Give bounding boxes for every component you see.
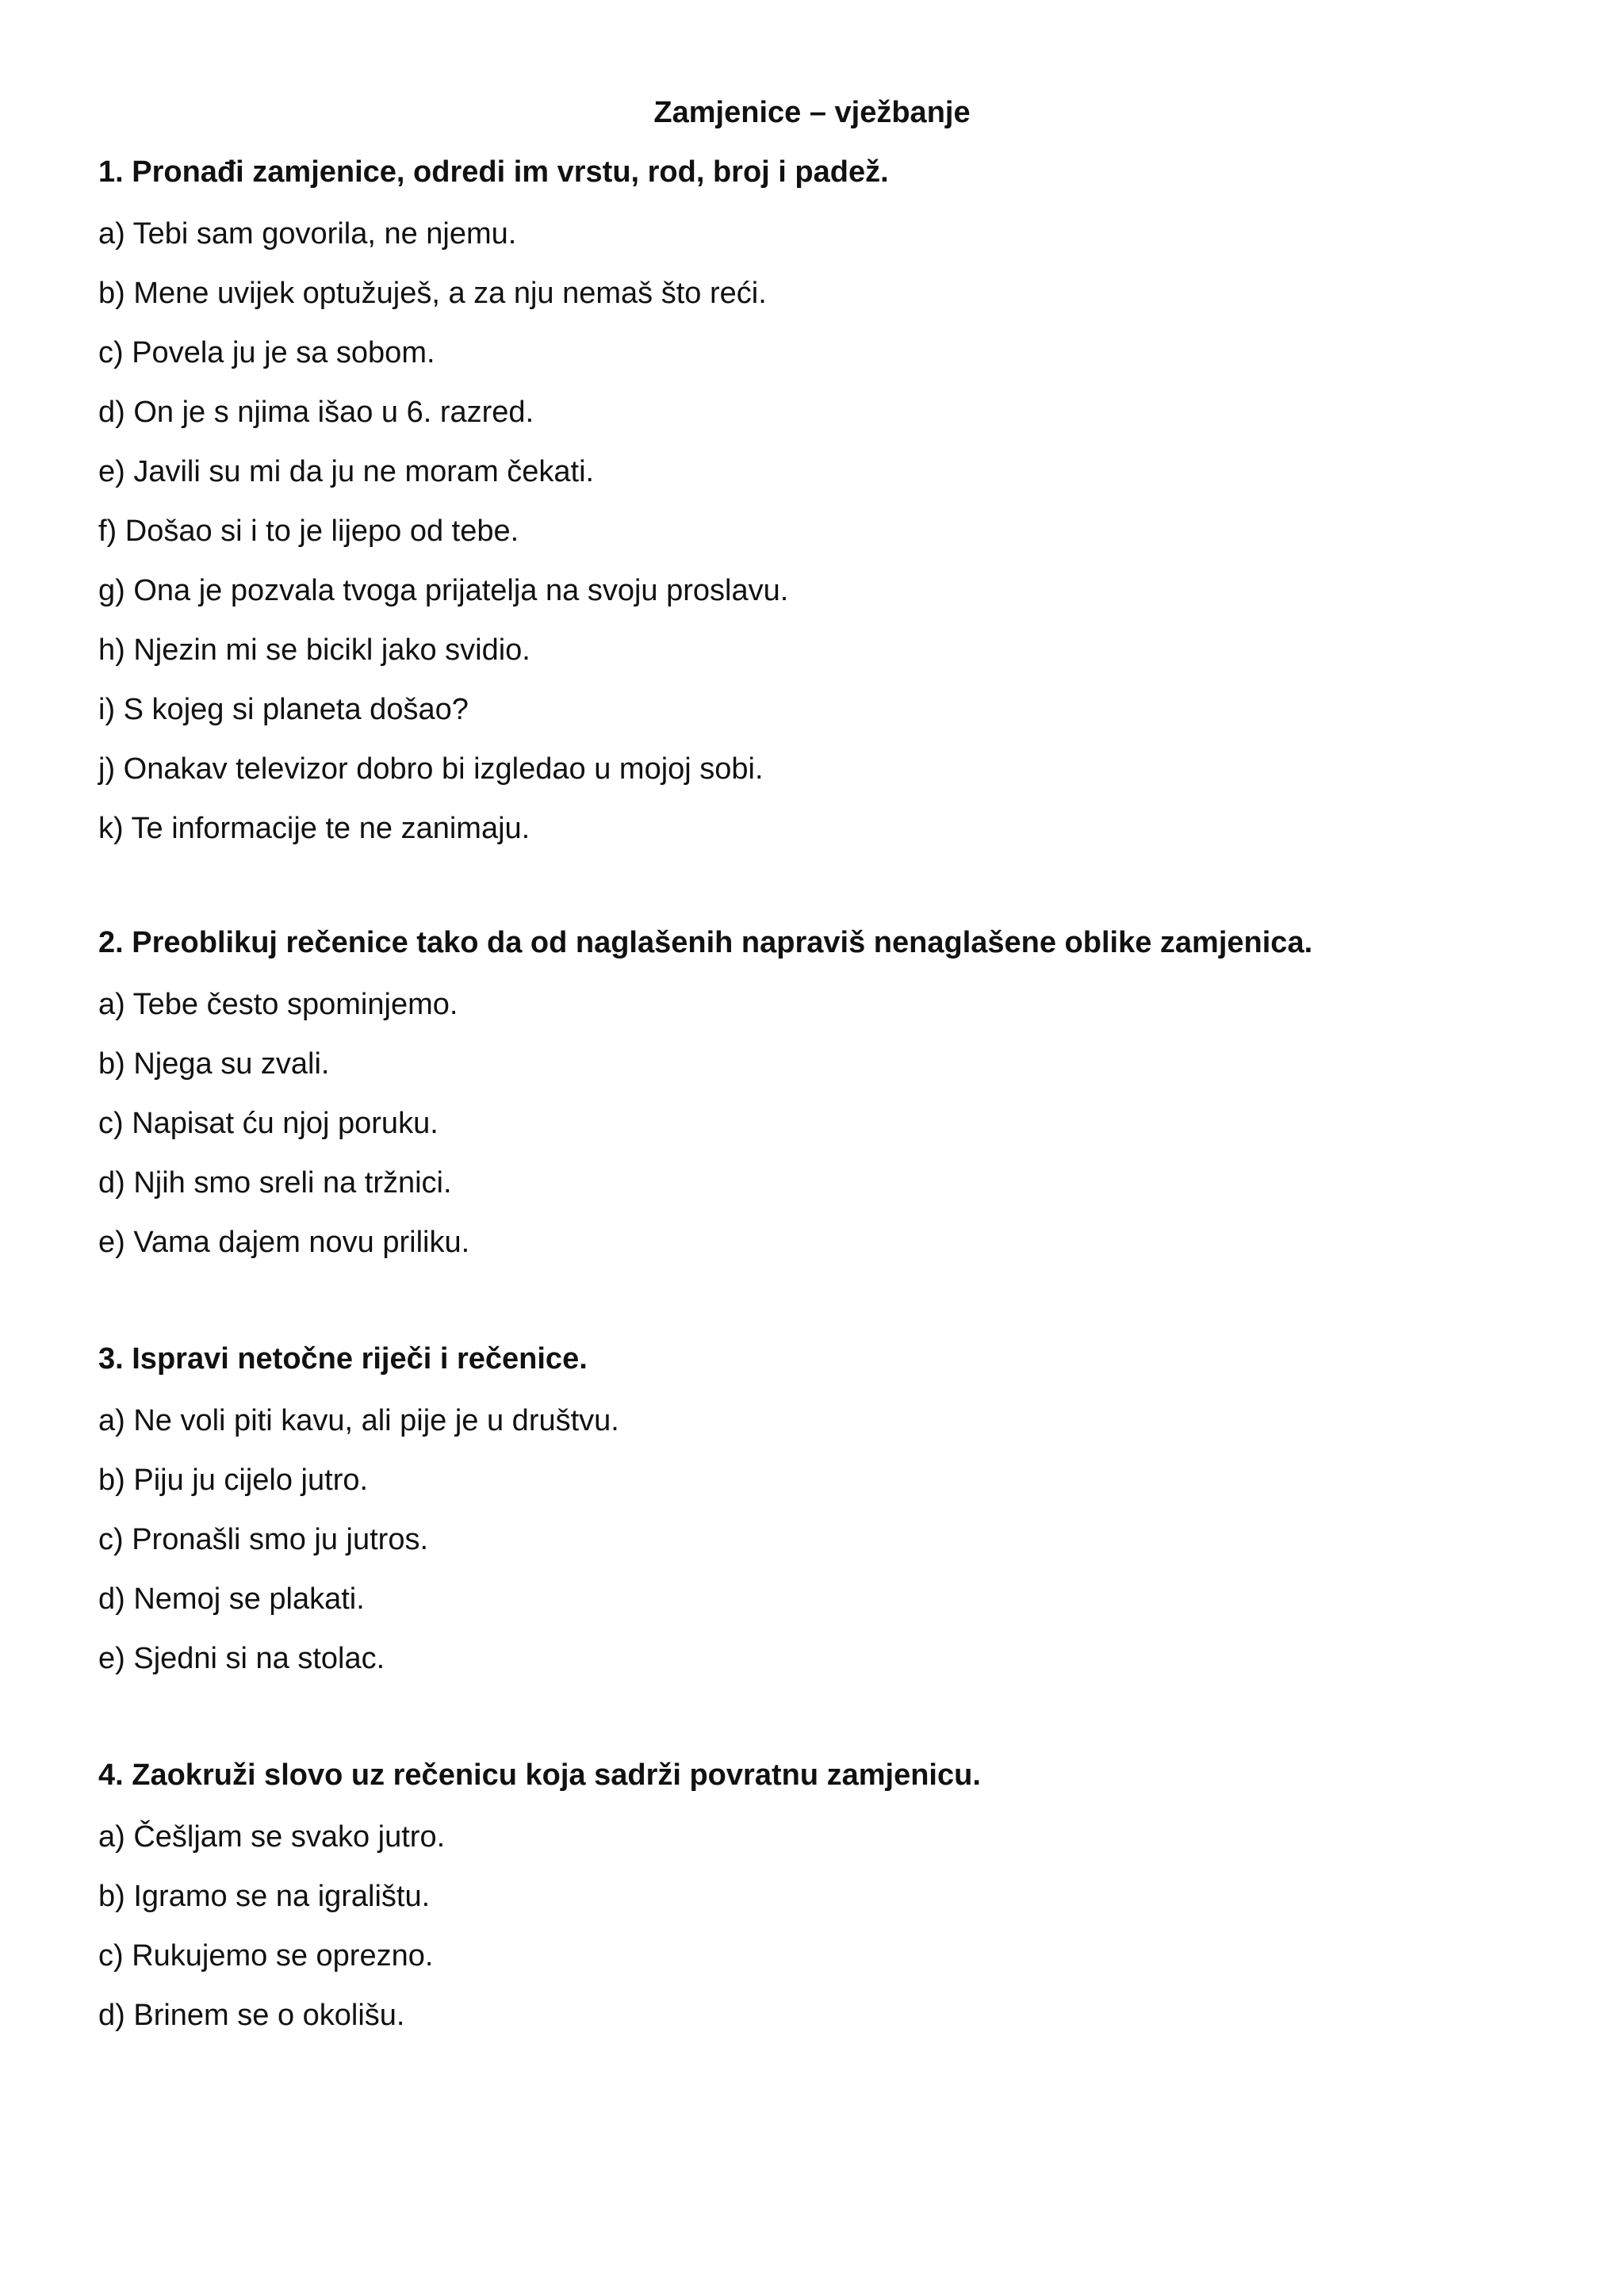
sentence-item: e) Javili su mi da ju ne moram čekati.	[98, 455, 595, 488]
exercise-heading: 2. Preoblikuj rečenice tako da od naglašenih napraviš nenaglašene oblike zamjenica.	[98, 926, 1313, 959]
sentence-item: i) S kojeg si planeta došao?	[98, 693, 469, 726]
sentence-item: e) Sjedni si na stolac.	[98, 1642, 385, 1675]
sentence-item: c) Povela ju je sa sobom.	[98, 336, 435, 369]
exercise-1	[98, 153, 1542, 869]
exercise-4	[98, 1756, 1542, 2056]
sentence-item: a) Ne voli piti kavu, ali pije je u društvu.	[98, 1404, 619, 1437]
sentence-item: c) Rukujemo se oprezno.	[98, 1939, 434, 1973]
sentence-item: b) Mene uvijek optužuješ, a za nju nemaš što reći.	[98, 277, 767, 310]
sentence-item: b) Njega su zvali.	[98, 1047, 330, 1081]
sentence-item: g) Ona je pozvala tvoga prijatelja na svoju proslavu.	[98, 574, 789, 607]
sentence-item: c) Pronašli smo ju jutros.	[98, 1523, 429, 1556]
sentence-item: a) Tebe često spominjemo.	[98, 988, 458, 1021]
sentence-list	[98, 215, 1542, 869]
sentence-item: d) Brinem se o okolišu.	[98, 1999, 405, 2032]
sentence-item: a) Tebi sam govorila, ne njemu.	[98, 217, 517, 251]
sentence-item: k) Te informacije te ne zanimaju.	[98, 812, 530, 845]
page-title: Zamjenice – vježbanje	[653, 96, 971, 129]
sentence-item: j) Onakav televizor dobro bi izgledao u mojoj sobi.	[98, 752, 764, 786]
sentence-item: b) Igramo se na igralištu.	[98, 1880, 431, 1913]
sentence-list	[98, 985, 1542, 1283]
sentence-item: b) Piju ju cijelo jutro.	[98, 1464, 369, 1497]
sentence-list	[98, 1818, 1542, 2056]
sentence-item: c) Napisat ću njoj poruku.	[98, 1107, 439, 1140]
sentence-item: e) Vama dajem novu priliku.	[98, 1226, 470, 1259]
exercise-heading: 4. Zaokruži slovo uz rečenicu koja sadrži povratnu zamjenicu.	[98, 1758, 981, 1792]
exercise-heading: 1. Pronađi zamjenice, odredi im vrstu, rod, broj i padež.	[98, 155, 889, 189]
exercise-2	[98, 924, 1542, 1283]
sentence-item: d) Nemoj se plakati.	[98, 1582, 365, 1616]
exercise-heading: 3. Ispravi netočne riječi i rečenice.	[98, 1342, 588, 1376]
sentence-item: d) Njih smo sreli na tržnici.	[98, 1166, 452, 1200]
sentence-item: h) Njezin mi se bicikl jako svidio.	[98, 633, 530, 667]
sentence-list	[98, 1402, 1542, 1699]
sentence-item: a) Češljam se svako jutro.	[98, 1820, 446, 1854]
exercise-3	[98, 1340, 1542, 1699]
sentence-item: f) Došao si i to je lijepo od tebe.	[98, 515, 519, 548]
sentence-item: d) On je s njima išao u 6. razred.	[98, 396, 534, 429]
